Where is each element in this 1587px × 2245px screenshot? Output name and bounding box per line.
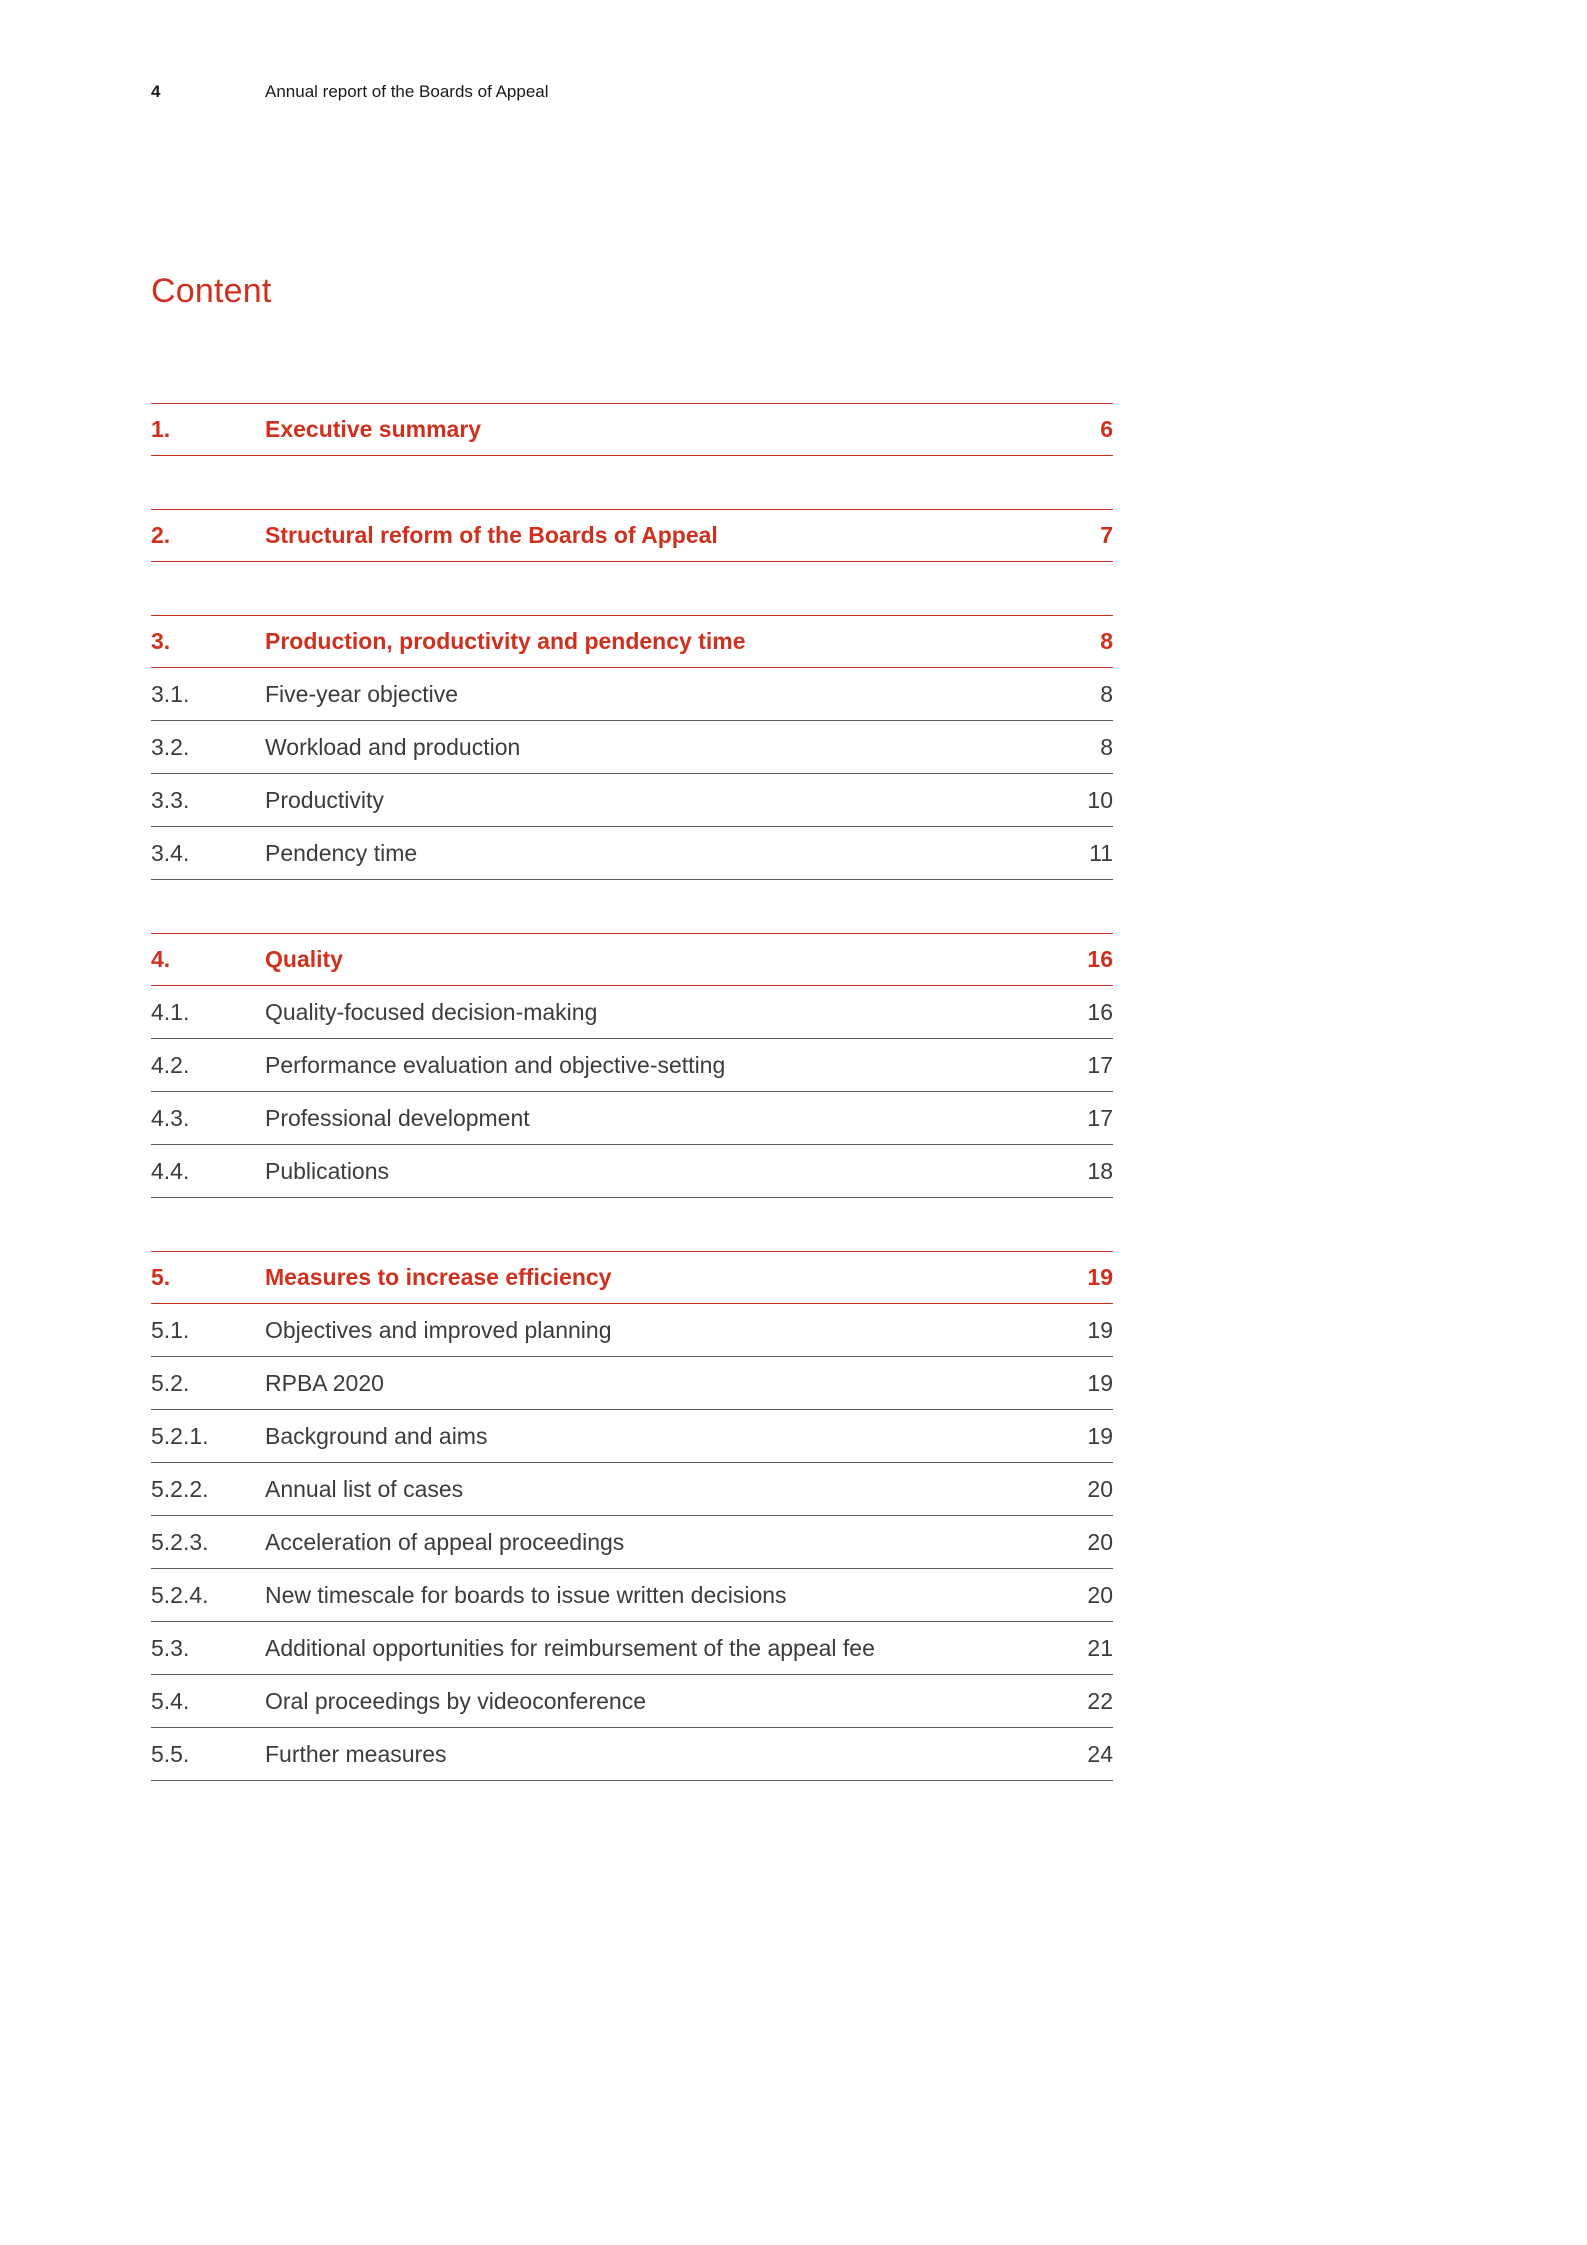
- toc-chapter-section: [151, 615, 1113, 880]
- toc-entry-page: 20: [1087, 1475, 1113, 1502]
- toc-chapter-row[interactable]: [151, 1251, 1113, 1304]
- toc-entry-title: Oral proceedings by videoconference: [265, 1687, 647, 1714]
- toc-subsection-row[interactable]: [151, 1304, 1113, 1357]
- toc-entry-title: Five-year objective: [265, 680, 459, 707]
- toc-entry-number: 4.4.: [151, 1157, 190, 1184]
- toc-entry-title: Additional opportunities for reimbursement of the appeal fee: [265, 1634, 875, 1661]
- toc-entry-number: 3.1.: [151, 680, 190, 707]
- toc-entry-number: 5.5.: [151, 1740, 190, 1767]
- toc-entry-title: Performance evaluation and objective-setting: [265, 1051, 726, 1078]
- toc-entry-page: 11: [1089, 839, 1113, 866]
- toc-entry-page: 7: [1100, 522, 1113, 548]
- toc-chapter-row[interactable]: [151, 933, 1113, 986]
- toc-entry-number: 4.3.: [151, 1104, 190, 1131]
- toc-subsection-row[interactable]: [151, 986, 1113, 1039]
- toc-entry-page: 8: [1100, 680, 1113, 707]
- toc-subsection-row[interactable]: [151, 668, 1113, 721]
- page-title: Content: [151, 272, 272, 310]
- toc-subsection-row[interactable]: [151, 1728, 1113, 1781]
- toc-entry-page: 24: [1087, 1740, 1113, 1767]
- toc-chapter-row[interactable]: [151, 615, 1113, 668]
- toc-entry-title: Production, productivity and pendency time: [265, 628, 746, 654]
- toc-entry-page: 8: [1100, 733, 1113, 760]
- toc-entry-title: Further measures: [265, 1740, 447, 1767]
- toc-subsection-row[interactable]: [151, 1569, 1113, 1622]
- toc-entry-page: 8: [1100, 628, 1113, 654]
- toc-entry-number: 3.3.: [151, 786, 190, 813]
- running-title: Annual report of the Boards of Appeal: [265, 82, 549, 101]
- toc-entry-number: 3.2.: [151, 733, 190, 760]
- toc-entry-number: 5.2.: [151, 1369, 190, 1396]
- toc-entry-title: Quality-focused decision-making: [265, 998, 598, 1025]
- toc-entry-page: 18: [1087, 1157, 1113, 1184]
- toc-entry-title: Professional development: [265, 1104, 530, 1131]
- toc-entry-title: Workload and production: [265, 733, 521, 760]
- toc-entry-number: 5.1.: [151, 1316, 190, 1343]
- toc-entry-number: 5.2.2.: [151, 1475, 209, 1502]
- toc-entry-page: 20: [1087, 1528, 1113, 1555]
- toc-subsection-row[interactable]: [151, 1410, 1113, 1463]
- toc-entry-page: 17: [1087, 1104, 1113, 1131]
- toc-entry-number: 5.3.: [151, 1634, 190, 1661]
- toc-entry-number: 5.4.: [151, 1687, 190, 1714]
- toc-subsection-row[interactable]: [151, 1463, 1113, 1516]
- toc-subsection-row[interactable]: [151, 827, 1113, 880]
- toc-entry-number: 4.1.: [151, 998, 190, 1025]
- toc-entry-page: 6: [1100, 416, 1113, 442]
- toc-chapter-row[interactable]: [151, 509, 1113, 562]
- toc-subsection-row[interactable]: [151, 1092, 1113, 1145]
- toc-entry-title: Annual list of cases: [265, 1475, 464, 1502]
- toc-entry-number: 5.2.1.: [151, 1422, 209, 1449]
- toc-entry-title: Executive summary: [265, 416, 482, 442]
- toc-entry-title: Productivity: [265, 786, 384, 813]
- toc-chapter-row[interactable]: [151, 403, 1113, 456]
- toc-subsection-row[interactable]: [151, 1039, 1113, 1092]
- toc-entry-page: 16: [1087, 946, 1113, 972]
- toc-subsection-row[interactable]: [151, 1675, 1113, 1728]
- toc-entry-title: RPBA 2020: [265, 1369, 384, 1396]
- toc-entry-number: 5.2.4.: [151, 1581, 209, 1608]
- toc-subsection-row[interactable]: [151, 1516, 1113, 1569]
- toc-entry-title: Pendency time: [265, 839, 418, 866]
- table-of-contents: [151, 403, 1113, 1834]
- toc-subsection-row[interactable]: [151, 774, 1113, 827]
- page-number: 4: [151, 82, 161, 101]
- toc-entry-page: 19: [1087, 1316, 1113, 1343]
- toc-entry-page: 19: [1087, 1422, 1113, 1449]
- toc-chapter-section: [151, 933, 1113, 1198]
- toc-entry-title: Objectives and improved planning: [265, 1316, 612, 1343]
- toc-entry-number: 3.: [151, 628, 171, 654]
- toc-entry-page: 20: [1087, 1581, 1113, 1608]
- toc-entry-title: Quality: [265, 946, 343, 972]
- toc-entry-title: Acceleration of appeal proceedings: [265, 1528, 625, 1555]
- toc-entry-number: 3.4.: [151, 839, 190, 866]
- toc-entry-page: 21: [1087, 1634, 1113, 1661]
- toc-entry-page: 16: [1087, 998, 1113, 1025]
- toc-subsection-row[interactable]: [151, 721, 1113, 774]
- toc-subsection-row[interactable]: [151, 1622, 1113, 1675]
- toc-entry-title: Structural reform of the Boards of Appeal: [265, 522, 718, 548]
- toc-entry-title: New timescale for boards to issue written decisions: [265, 1581, 787, 1608]
- toc-entry-number: 5.2.3.: [151, 1528, 209, 1555]
- toc-entry-number: 4.2.: [151, 1051, 190, 1078]
- toc-entry-number: 2.: [151, 522, 171, 548]
- toc-entry-page: 10: [1087, 786, 1113, 813]
- toc-entry-page: 19: [1087, 1264, 1113, 1290]
- toc-entry-title: Publications: [265, 1157, 390, 1184]
- toc-subsection-row[interactable]: [151, 1145, 1113, 1198]
- running-header: [151, 82, 549, 102]
- toc-entry-page: 19: [1087, 1369, 1113, 1396]
- toc-chapter-section: [151, 1251, 1113, 1781]
- toc-entry-number: 5.: [151, 1264, 171, 1290]
- toc-chapter-section: [151, 509, 1113, 562]
- toc-entry-title: Measures to increase efficiency: [265, 1264, 612, 1290]
- toc-entry-number: 4.: [151, 946, 171, 972]
- toc-entry-page: 22: [1087, 1687, 1113, 1714]
- toc-subsection-row[interactable]: [151, 1357, 1113, 1410]
- toc-chapter-section: [151, 403, 1113, 456]
- toc-entry-number: 1.: [151, 416, 171, 442]
- toc-entry-page: 17: [1087, 1051, 1113, 1078]
- toc-entry-title: Background and aims: [265, 1422, 488, 1449]
